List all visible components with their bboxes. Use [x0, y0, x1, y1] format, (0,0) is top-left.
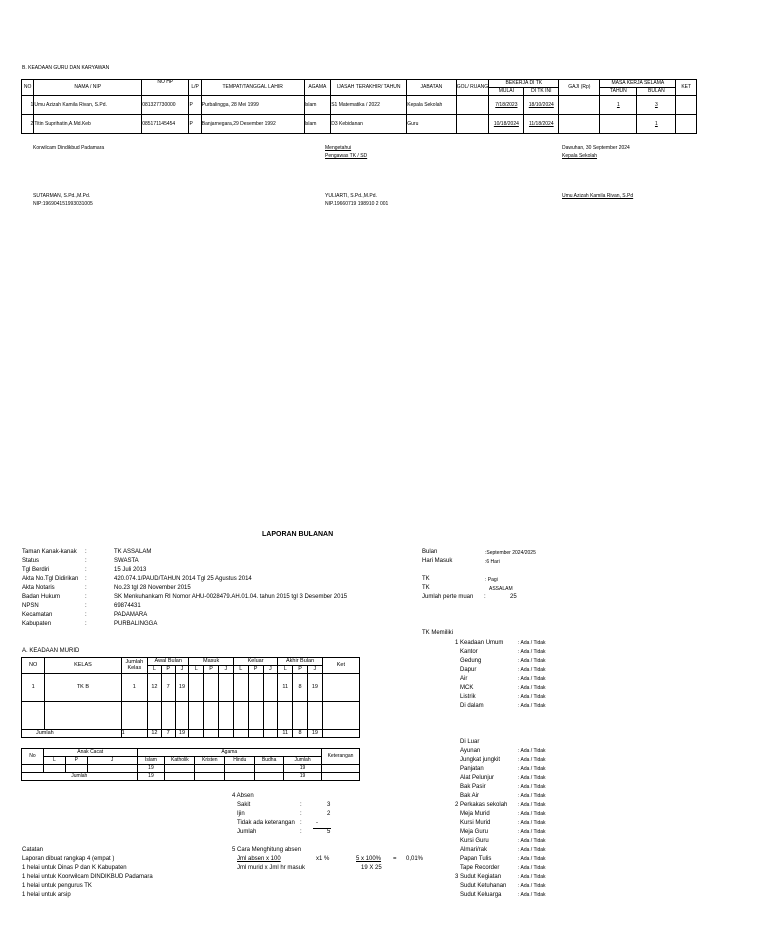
option-ada-tidak: : Ada / Tidak: [518, 703, 546, 709]
jumlah-pertemuan-label: Jumlah perte muan: [422, 594, 474, 600]
col-gaji: GAJI (Rp): [559, 80, 600, 96]
option-ada-tidak: : Ada / Tidak: [518, 811, 546, 817]
fasilitas-item: Air: [460, 676, 468, 682]
cell-jabatan: Kepala Sekolah: [407, 96, 456, 115]
identity-label: Badan Hukum: [22, 594, 61, 600]
cell-ttl: Banjarnegara,29 Desember 1992: [201, 115, 304, 134]
fasilitas-item: Bak Air: [460, 793, 480, 799]
cell-no: 1: [22, 674, 45, 702]
col-lp: L/P: [189, 80, 201, 96]
bulan-label: Bulan: [422, 549, 438, 555]
col-no: NO: [22, 80, 34, 96]
sig-left-title: Korwilcam Dindikbud Padamara: [33, 145, 105, 151]
option-ada-tidak: : Ada / Tidak: [518, 757, 546, 763]
col-islam: Islam: [137, 757, 165, 765]
cell-tahun: 1: [600, 96, 637, 115]
option-ada-tidak: : Ada / Tidak: [518, 658, 546, 664]
col-hp: NO HP: [142, 80, 189, 96]
umum-title: 1 Keadaan Umum: [455, 640, 504, 646]
absen-title: 4 Absen: [232, 793, 254, 799]
jumlah-pertemuan-value: 25: [510, 594, 517, 600]
cell-ijasah: D3 Kebidanan: [331, 115, 407, 134]
col-l: L: [233, 666, 248, 674]
option-ada-tidak: : Ada / Tidak: [518, 694, 546, 700]
perkakas-title: 2 Perkakas sekolah: [455, 802, 508, 808]
fasilitas-item: Dapur: [460, 667, 477, 673]
absen-value: -: [316, 820, 318, 826]
cell-no: 1: [22, 96, 34, 115]
cell-jumlah: 19: [284, 773, 322, 781]
absen-value: 3: [327, 802, 331, 808]
cell-mulai: 7/18/2023: [489, 96, 524, 115]
hari-value: :6 Hari: [485, 559, 500, 565]
option-ada-tidak: : Ada / Tidak: [518, 883, 546, 889]
absen-value: 2: [327, 811, 331, 817]
tk-waktu: : Pagi: [485, 577, 498, 583]
option-ada-tidak: : Ada / Tidak: [518, 829, 546, 835]
cara-formula-bottom: 19 X 25: [361, 865, 382, 871]
cell-agama: Islam: [304, 96, 331, 115]
identity-label: Kabupaten: [22, 621, 52, 627]
hari-label: Hari Masuk: [422, 558, 453, 564]
col-ijasah: IJASAH TERAKHIR/ TAHUN: [331, 80, 407, 96]
cell-di-tk-ini: 11/18/2024: [524, 115, 559, 134]
sig-mid-nip: NIP.19660719 198910 2 001: [325, 201, 389, 207]
sig-right-date: Dawuhan, 30 September 2024: [562, 145, 630, 151]
col-j: J: [87, 757, 137, 765]
table-row: [22, 765, 360, 773]
catatan-line: 1 helai untuk Dinas P dan K Kabupaten: [22, 865, 127, 871]
cell-agama: Islam: [304, 115, 331, 134]
cell-akhir-p: 8: [293, 730, 308, 738]
option-ada-tidak: : Ada / Tidak: [518, 847, 546, 853]
fasilitas-item: MCK: [460, 685, 474, 691]
fasilitas-item: Tape Recorder: [460, 865, 500, 871]
option-ada-tidak: : Ada / Tidak: [518, 793, 546, 799]
catatan-line: 1 helai untuk pengurus TK: [22, 883, 92, 889]
col-agama: Agama: [137, 749, 322, 757]
col-p: P: [293, 666, 308, 674]
col-j: J: [307, 666, 322, 674]
col-p: P: [248, 666, 263, 674]
cara-pct: x1 %: [316, 856, 330, 862]
sig-left-name: SUTARMAN, S.Pd.,M.Pd.: [33, 193, 91, 199]
identity-label: Status: [22, 558, 40, 564]
table-row: [22, 674, 360, 702]
col-p: P: [204, 666, 219, 674]
cell-gaji: [559, 96, 600, 115]
murid-table: [21, 657, 360, 738]
col-akhir-bulan: Akhir Bulan: [278, 658, 322, 666]
sig-mid-name: YULIARTI, S.Pd.,M.Pd.: [325, 193, 377, 199]
cell-mulai: 10/18/2024: [489, 115, 524, 134]
cara-eq: =: [393, 856, 397, 862]
cell-islam: 19: [137, 773, 165, 781]
col-jumlah: Jumlah: [284, 757, 322, 765]
cell-jumlah-label: Jumlah: [22, 773, 138, 781]
cell-di-tk-ini: 18/10/2024: [524, 96, 559, 115]
cell-jabatan: Guru: [407, 115, 456, 134]
cell-awal-j: 19: [175, 730, 189, 738]
identity-label: NPSN: [22, 603, 39, 609]
cell-tahun: [600, 115, 637, 134]
col-tahun: TAHUN: [600, 88, 637, 96]
option-ada-tidak: : Ada / Tidak: [518, 784, 546, 790]
table-row-total: [22, 730, 360, 738]
col-no: NO: [22, 658, 45, 674]
cell-no: 2: [22, 115, 34, 134]
col-gol: GOL/ RUANG: [456, 80, 489, 96]
cell-awal-l: 12: [148, 730, 162, 738]
cell-awal-p: 7: [161, 730, 175, 738]
cell-akhir-j: 19: [307, 730, 322, 738]
col-di-tk-ini: DI TK INI: [524, 88, 559, 96]
option-ada-tidak: : Ada / Tidak: [518, 676, 546, 682]
cell-akhir-l: 11: [278, 730, 293, 738]
cell-ket: [676, 115, 697, 134]
cara-title: 5 Cara Menghitung absen: [232, 847, 302, 853]
col-awal-bulan: Awal Bulan: [148, 658, 189, 666]
col-ket: Ket: [322, 658, 359, 674]
identity-label: Akta No.Tgl Didirikan: [22, 576, 79, 582]
luar-title: Di Luar: [460, 739, 480, 745]
option-ada-tidak: : Ada / Tidak: [518, 667, 546, 673]
sig-mid-title1: Mengetahui: [325, 145, 352, 151]
option-ada-tidak: : Ada / Tidak: [518, 748, 546, 754]
col-jabatan: JABATAN: [407, 80, 456, 96]
col-ttl: TEMPAT/TANGGAL LAHIR: [201, 80, 304, 96]
option-ada-tidak: : Ada / Tidak: [518, 649, 546, 655]
cell-bulan: 1: [637, 115, 676, 134]
col-nama: NAMA / NIP: [34, 80, 142, 96]
cell-nama: Titin Suprihatin,A.Md.Keb: [34, 115, 142, 134]
col-l: L: [43, 757, 65, 765]
guru-table: [21, 79, 697, 134]
absen-label: Jumlah: [237, 829, 257, 835]
option-ada-tidak: : Ada / Tidak: [518, 892, 546, 898]
identity-value: PURBALINGGA: [114, 621, 158, 627]
identity-value: SK Menkuhankam RI Nomor AHU-0028479.AH.01.04. tahun 2015 tgl 3 Desember 2015: [114, 594, 348, 600]
col-katholik: Katholik: [165, 757, 195, 765]
identity-value: SWASTA: [114, 558, 139, 564]
col-p: P: [161, 666, 175, 674]
tk-name: ASSALAM: [489, 586, 513, 592]
fasilitas-item: Meja Murid: [460, 811, 490, 817]
fasilitas-item: Kantor: [460, 649, 478, 655]
identity-label: Kecamatan: [22, 612, 53, 618]
identity-colon: :: [85, 558, 87, 564]
col-l: L: [148, 666, 162, 674]
cell-ttl: Purbalingga, 28 Mei 1999: [201, 96, 304, 115]
col-hindu: Hindu: [225, 757, 255, 765]
fasilitas-item: Di dalam: [460, 703, 484, 709]
cara-result: 0,01%: [406, 856, 424, 862]
cell-ket: [676, 96, 697, 115]
col-mulai: MULAI: [489, 88, 524, 96]
catatan-line: 1 helai untuk Koorwilcam DINDIKBUD Padamara: [22, 874, 153, 880]
col-bekerja: BEKERJA DI TK: [489, 80, 559, 88]
option-ada-tidak: : Ada / Tidak: [518, 865, 546, 871]
option-ada-tidak: : Ada / Tidak: [518, 856, 546, 862]
fasilitas-item: Papan Tulis: [460, 856, 492, 862]
fasilitas-item: Almari/rak: [460, 847, 488, 853]
fasilitas-item: Alat Pelunjur: [460, 775, 495, 781]
catatan-line: 1 helai untuk arsip: [22, 892, 71, 898]
col-no: No: [22, 749, 44, 765]
cell-lp: P: [189, 115, 201, 134]
option-ada-tidak: : Ada / Tidak: [518, 640, 546, 646]
cara-line1: Jml absen x 100: [237, 856, 281, 862]
fasilitas-item: Kursi Murid: [460, 820, 491, 826]
fasilitas-item: Bak Pasir: [460, 784, 486, 790]
fasilitas-item: Sudut Ketuhanan: [460, 883, 507, 889]
table-row-total: [22, 773, 360, 781]
col-keterangan: Keterangan: [322, 749, 360, 765]
tk-memiliki-options: [518, 639, 546, 711]
table-row: [22, 702, 360, 730]
option-ada-tidak: : Ada / Tidak: [518, 838, 546, 844]
col-jumlah-kelas: Jumlah Kelas: [121, 658, 147, 674]
col-l: L: [278, 666, 293, 674]
fasilitas-item: Panjatan: [460, 766, 484, 772]
cell-akhir-p: 8: [293, 674, 308, 702]
cell-kelas: TK B: [45, 674, 121, 702]
cell-hp: 081327730000: [142, 96, 189, 115]
col-budha: Budha: [255, 757, 284, 765]
bulan-value: :September 2024/2025: [485, 550, 536, 556]
sig-right-name: Umu Azizah Kamila Rivan, S.Pd: [562, 193, 634, 199]
option-ada-tidak: : Ada / Tidak: [518, 874, 546, 880]
col-anak-cacat: Anak Cacat: [43, 749, 137, 757]
col-bulan: BULAN: [637, 88, 676, 96]
cell-gol: [456, 115, 489, 134]
identity-label: Akta Notaris: [22, 585, 55, 591]
cell-awal-l: 12: [148, 674, 162, 702]
cell-jumlah-kelas: 1: [121, 730, 147, 738]
identity-value: TK ASSALAM: [114, 549, 152, 555]
identity-colon: :: [85, 549, 87, 555]
cara-line2: Jml murid x Jml hr masuk: [237, 865, 306, 871]
tk-luar-labels: [455, 738, 507, 900]
col-kristen: Kristen: [195, 757, 225, 765]
identity-colon: :: [85, 621, 87, 627]
cara-formula-top: 5 x 100%: [356, 856, 382, 862]
catatan-line: Laporan dibuat rangkap 4 (empat ): [22, 856, 115, 862]
tk-label: TK: [422, 585, 430, 591]
identity-value: No.23 tgl 28 November 2015: [114, 585, 191, 591]
identity-value: 420.074.1/PAUD/TAHUN 2014 Tgl 25 Agustus 2014: [114, 576, 252, 582]
cell-jumlah: 19: [284, 765, 322, 773]
cell-awal-p: 7: [161, 674, 175, 702]
identity-value: 69874431: [114, 603, 141, 609]
cell-gaji: [559, 115, 600, 134]
guru-section-title: B. KEADAAN GURU DAN KARYAWAN: [22, 65, 110, 71]
col-masa-kerja: MASA KERJA SELAMA: [600, 80, 676, 88]
cell-akhir-l: 11: [278, 674, 293, 702]
col-agama: AGAMA: [304, 80, 331, 96]
identity-colon: :: [85, 612, 87, 618]
fasilitas-item: Listrik: [460, 694, 476, 700]
fasilitas-item: Ayunan: [460, 748, 481, 754]
cell-jumlah-label: Jumlah: [22, 730, 122, 738]
col-l: L: [189, 666, 204, 674]
identity-colon: :: [85, 594, 87, 600]
absen-label: Tidak ada keterangan: [237, 820, 295, 826]
identity-value: PADAMARA: [114, 612, 148, 618]
col-j: J: [219, 666, 234, 674]
col-j: J: [263, 666, 278, 674]
cell-awal-j: 19: [175, 674, 189, 702]
col-ket: KET: [676, 80, 697, 96]
fasilitas-item: Jungkat jungkit: [460, 757, 501, 763]
col-masuk: Masuk: [189, 658, 233, 666]
col-p: P: [65, 757, 87, 765]
absen-colon: :: [300, 820, 302, 826]
cell-ijasah: S1 Matematika / 2022: [331, 96, 407, 115]
identity-label: Tgl Berdiri: [22, 567, 50, 573]
tk-label: TK: [422, 576, 430, 582]
tk-memiliki-title: TK Memiliki: [422, 630, 453, 636]
sig-right-title: Kepala Sekolah: [562, 153, 598, 159]
absen-colon: :: [300, 802, 302, 808]
identity-label: Taman Kanak-kanak: [22, 549, 77, 555]
absen-label: Sakit: [237, 802, 251, 808]
jumlah-pertemuan-colon: :: [484, 594, 486, 600]
cell-hp: 085171145454: [142, 115, 189, 134]
cell-jumlah-kelas: 1: [121, 674, 147, 702]
col-kelas: KELAS: [45, 658, 121, 674]
option-ada-tidak: : Ada / Tidak: [518, 802, 546, 808]
cell-nama: Umu Azizah Kamila Rivan, S.Pd.: [34, 96, 142, 115]
agama-table: [21, 748, 360, 781]
option-ada-tidak: : Ada / Tidak: [518, 775, 546, 781]
fasilitas-item: Meja Guru: [460, 829, 489, 835]
cell-islam: 19: [137, 765, 165, 773]
identity-colon: :: [85, 585, 87, 591]
table-row: [22, 115, 697, 134]
col-j: J: [175, 666, 189, 674]
absen-label: Ijin: [237, 811, 245, 817]
identity-colon: :: [85, 603, 87, 609]
cell-akhir-j: 19: [307, 674, 322, 702]
sig-mid-title2: Pengawas TK / SD: [325, 153, 368, 159]
option-ada-tidak: : Ada / Tidak: [518, 766, 546, 772]
absen-value: 5: [327, 829, 331, 835]
option-ada-tidak: : Ada / Tidak: [518, 685, 546, 691]
absen-colon: :: [300, 811, 302, 817]
fasilitas-item: Gedung: [460, 658, 482, 664]
identity-colon: :: [85, 576, 87, 582]
catatan-title: Catatan: [22, 847, 44, 853]
sig-left-nip: NIP:196904151993031005: [33, 201, 93, 207]
cell-lp: P: [189, 96, 201, 115]
identity-colon: :: [85, 567, 87, 573]
cell-gol: [456, 96, 489, 115]
fasilitas-item: Kursi Guru: [460, 838, 489, 844]
kegiatan-title: 3 Sudut Kegiatan: [455, 874, 502, 880]
absen-colon: :: [300, 829, 302, 835]
col-keluar: Keluar: [233, 658, 277, 666]
report-title: LAPORAN BULANAN: [262, 531, 334, 538]
cell-bulan: 3: [637, 96, 676, 115]
identity-value: 15 Juli 2013: [114, 567, 147, 573]
fasilitas-item: Sudut Keluarga: [460, 892, 502, 898]
murid-section-title: A. KEADAAN MURID: [22, 648, 80, 654]
tk-luar-options: [518, 747, 546, 900]
table-row: [22, 96, 697, 115]
tk-memiliki-labels: [455, 639, 503, 711]
option-ada-tidak: : Ada / Tidak: [518, 820, 546, 826]
